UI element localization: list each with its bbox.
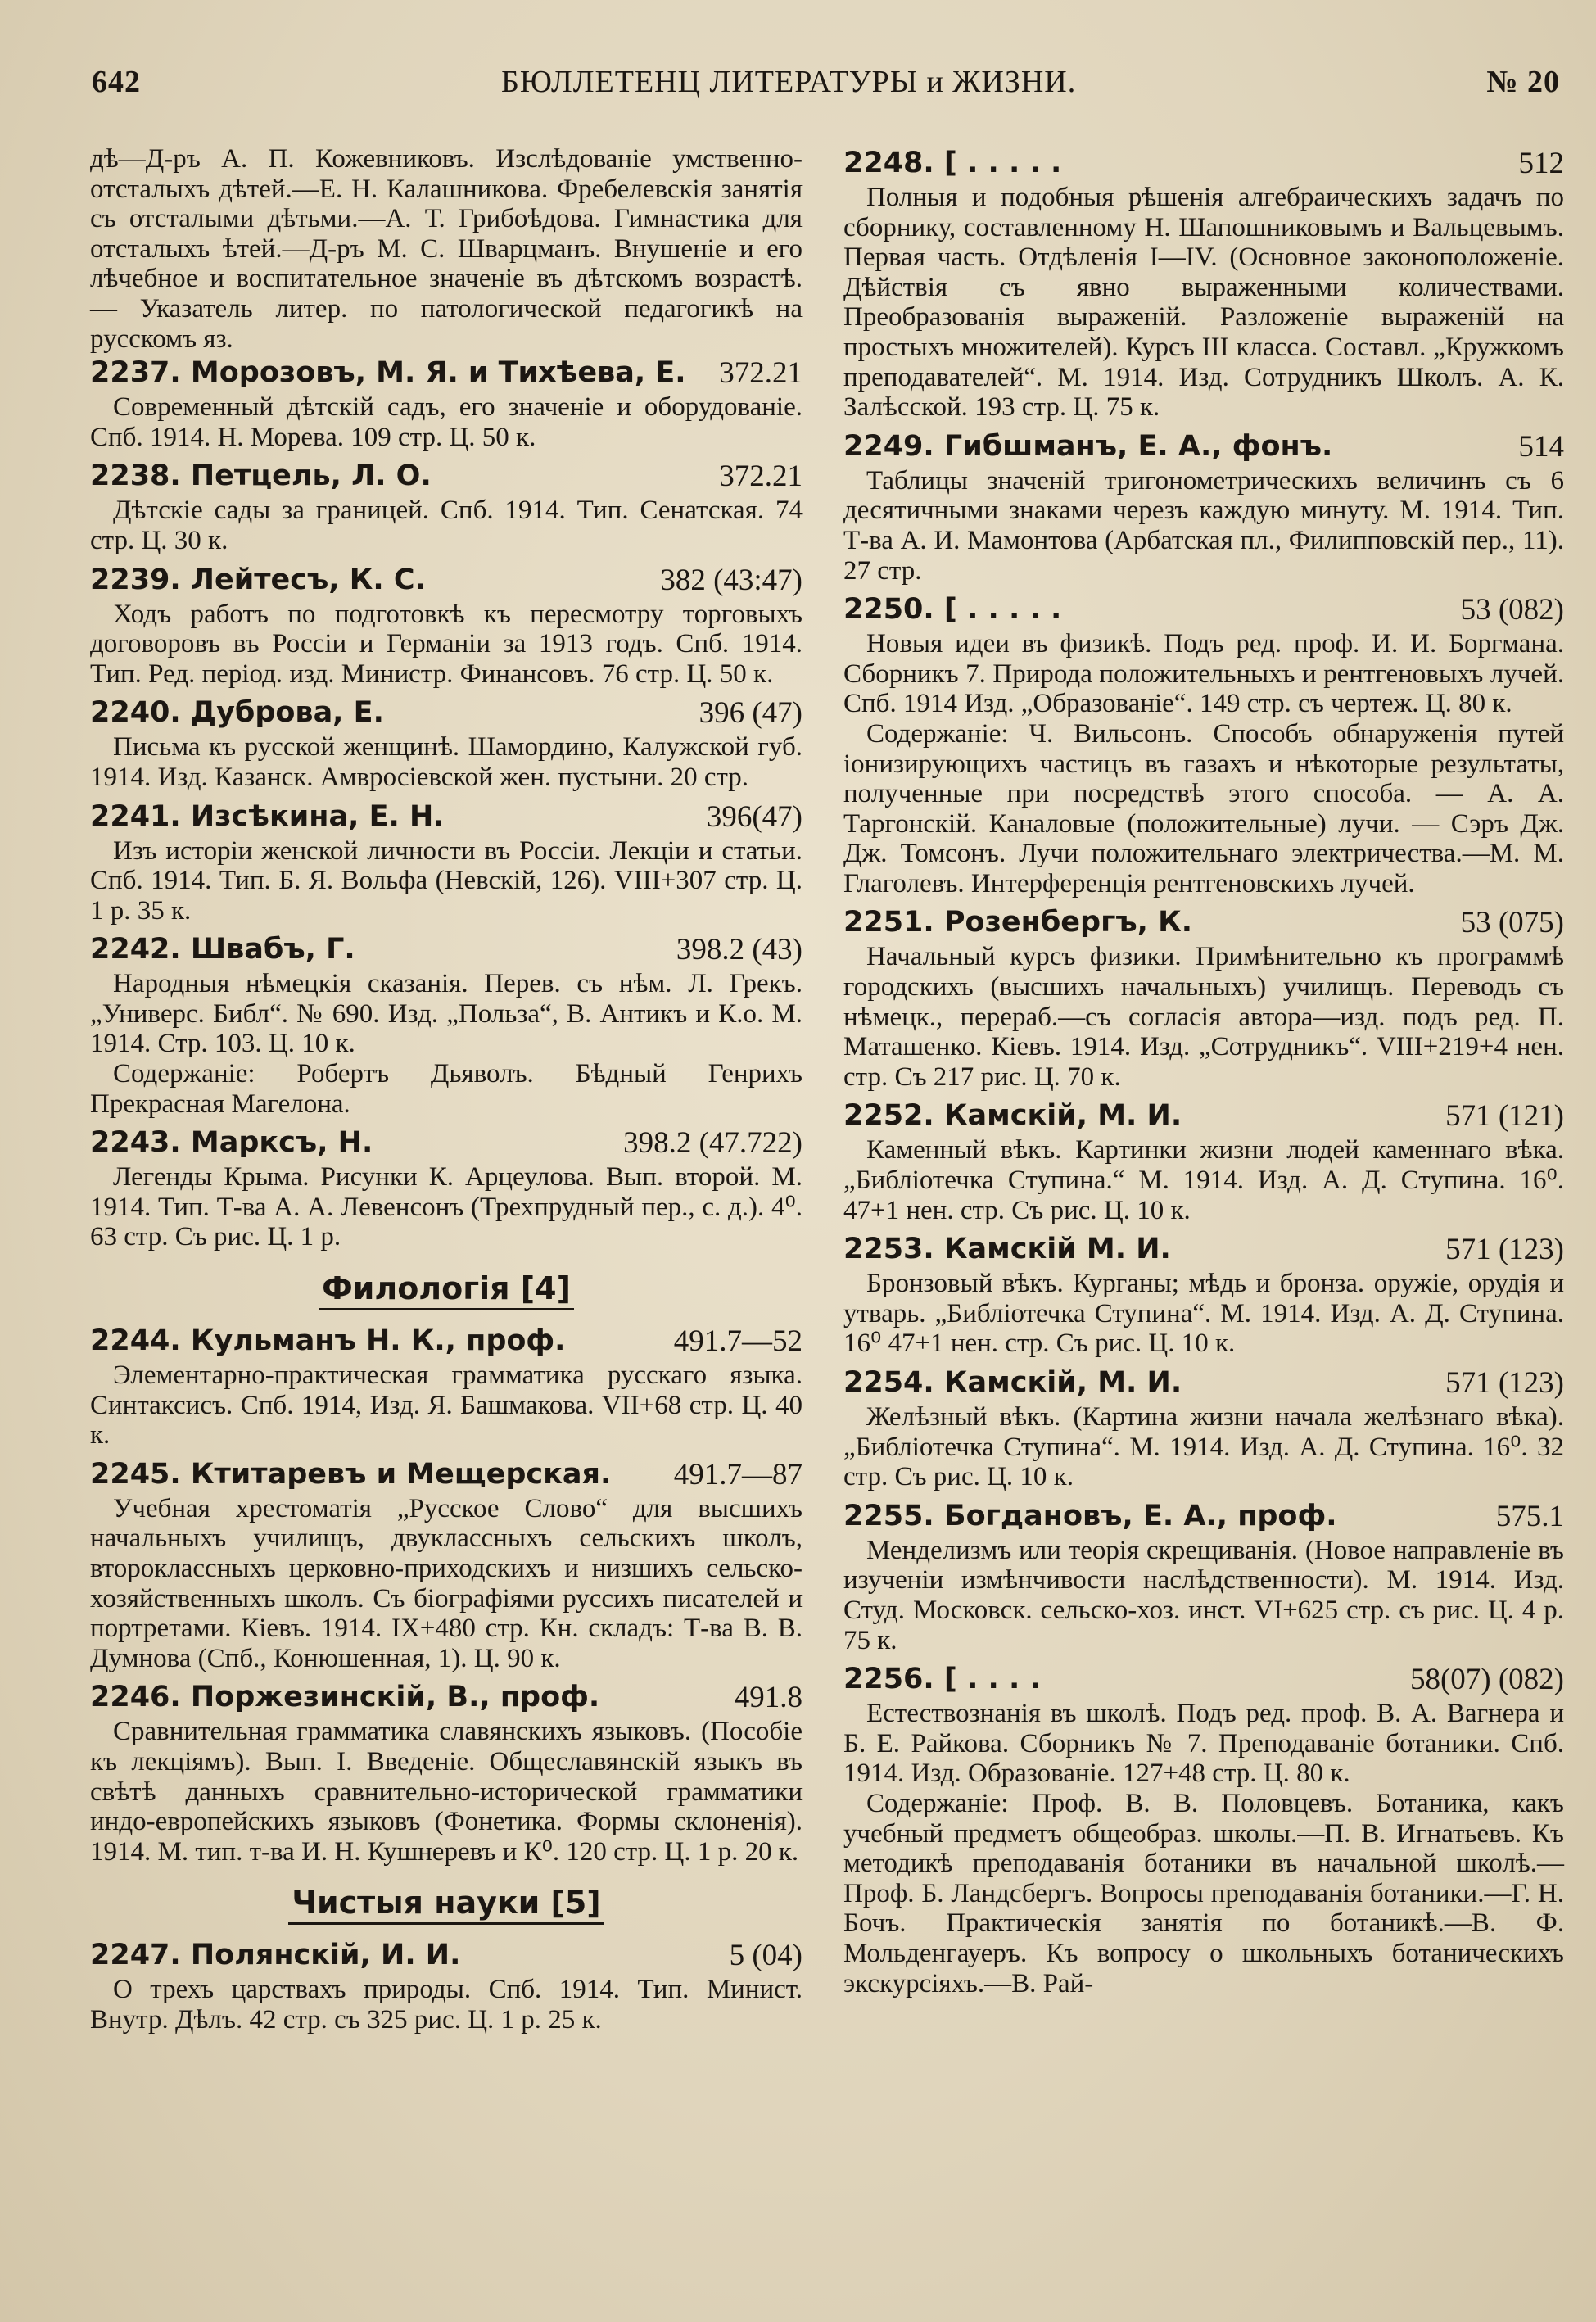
- entry-description: Менделизмъ или теорія скрещиванія. (Новое направленіе въ изученіи измѣнчивости наслѣдственности). М. 1914. Изд. Студ. Московск. сельско-хоз. инст. VI+625 стр. съ рис. Ц. 4 р. 75 к.: [843, 1535, 1564, 1655]
- entry-author: 2252. Камскій, М. И.: [843, 1099, 1182, 1133]
- classification-number: 575.1: [1495, 1499, 1564, 1533]
- entry-author: 2239. Лейтесъ, К. С.: [90, 563, 426, 596]
- entry-heading: [90, 930, 803, 969]
- journal-title: БЮЛЛЕТЕНЦ ЛИТЕРАТУРЫ и ЖИЗНИ.: [501, 65, 1077, 99]
- entry-author: 2243. Марксъ, Н.: [90, 1126, 373, 1160]
- entry-author: 2244. Кульманъ Н. К., проф.: [90, 1324, 566, 1358]
- classification-number: 398.2 (43): [676, 933, 803, 967]
- bibliography-entry: [843, 1364, 1564, 1492]
- entry-heading: [90, 798, 803, 836]
- entry-heading: [90, 457, 803, 496]
- right-column: [843, 144, 1564, 2003]
- bibliography-entry: [90, 1678, 803, 1867]
- bibliography-entry: [90, 930, 803, 1119]
- entry-heading: [843, 1497, 1564, 1536]
- bibliography-entry: [90, 1124, 803, 1252]
- page-number: 642: [92, 65, 141, 99]
- entry-author: 2248. [ . . . . .: [843, 147, 1062, 179]
- classification-number: 396(47): [706, 799, 803, 834]
- bibliography-entry: [90, 1936, 803, 2035]
- classification-number: 5 (04): [729, 1939, 803, 1973]
- classification-number: 491.7—52: [673, 1324, 803, 1359]
- entry-author: 2250. [ . . . . .: [843, 593, 1062, 627]
- classification-number: 396 (47): [699, 696, 803, 731]
- entry-heading: [90, 1455, 803, 1494]
- entry-author: 2246. Пoржезинскій, В., проф.: [90, 1681, 600, 1714]
- classification-number: 571 (123): [1445, 1366, 1564, 1400]
- entry-heading: [843, 1364, 1564, 1402]
- entry-author: 2247. Полянскій, И. И.: [90, 1939, 461, 1972]
- entry-description: Начальный курсъ физики. Примѣнительно къ программѣ городскихъ (высшихъ начальныхъ) училищъ. Переводъ съ нѣмецк., перераб.—съ согласія автора—изд. подъ ред. П. Маташенко. Кіевъ. 1914. Изд. „Сотрудникъ“. VIII+219+4 нен. стр. Съ 217 рис. Ц. 70 к.: [843, 942, 1564, 1092]
- entry-description: Элементарно-практическая грамматика русскаго языка. Синтаксисъ. Спб. 1914, Изд. Я. Башмакова. VII+68 стр. Ц. 40 к.: [90, 1360, 803, 1451]
- entry-description: Новыя идеи въ физикѣ. Подъ ред. проф. И. И. Боргмана. Сборникъ 7. Природа положительныхъ и рентгеновыхъ лучей. Спб. 1914 Изд. „Образованіе“. 149 стр. съ чертеж. Ц. 80 к.: [843, 629, 1564, 719]
- bibliography-entry: [90, 1455, 803, 1674]
- entries-a: [90, 354, 803, 1252]
- entry-author: 2237. Морозовъ, М. Я. и Тихѣева, Е.: [90, 356, 686, 390]
- classification-number: 372.21: [719, 459, 803, 494]
- entry-heading: [843, 591, 1564, 629]
- entry-heading: [90, 694, 803, 732]
- classification-number: 382 (43:47): [660, 563, 803, 597]
- entries-right: [843, 144, 1564, 1998]
- entry-description: Каменный вѣкъ. Картинки жизни людей каменнаго вѣка. „Библіотечка Ступина.“ М. 1914. Изд. А. Д. Ступина. 16⁰. 47+1 нен. стр. Съ рис. Ц. 10 к.: [843, 1135, 1564, 1225]
- entry-heading: [90, 1322, 803, 1360]
- bibliography-entry: [843, 591, 1564, 898]
- entry-heading: [90, 1936, 803, 1975]
- bibliography-entry: [90, 694, 803, 792]
- entry-author: 2253. Камскій М. И.: [843, 1233, 1171, 1266]
- bibliography-entry: [90, 561, 803, 690]
- bibliography-entry: [843, 1660, 1564, 1998]
- entry-contents: Содержаніе: Проф. В. В. Половцевъ. Ботаника, какъ учебный предметъ общеобраз. школы.—П. В. Игнатьевъ. Къ методикѣ преподаванія ботаники въ начальной школѣ.—Проф. Б. Ландсбергъ. Вопросы преподаванія ботаники.—Г. Н. Бочъ. Практическія занятія по ботаникѣ.—В. Ф. Мольденгауеръ. Къ вопросу о школьныхъ ботаническихъ экскурсіяхъ.—В. Рай-: [843, 1788, 1564, 1998]
- section-title: Чистыя науки [5]: [288, 1885, 604, 1925]
- bibliography-entry: [90, 1322, 803, 1451]
- entry-heading: [90, 354, 803, 392]
- entry-contents: Содержаніе: Робертъ Дьяволъ. Бѣдный Генрихъ Прекрасная Магелона.: [90, 1059, 803, 1119]
- classification-number: 372.21: [719, 356, 803, 391]
- entry-heading: [843, 428, 1564, 466]
- entry-author: 2241. Изсѣкина, Е. Н.: [90, 799, 445, 833]
- bibliography-entry: [843, 144, 1564, 423]
- entry-heading: [843, 1097, 1564, 1135]
- bibliography-entry: [843, 1097, 1564, 1225]
- entry-heading: [90, 561, 803, 600]
- entry-contents: Содержаніе: Ч. Вильсонъ. Способъ обнаруженія путей іонизирующихъ частицъ въ газахъ и нѣкоторые результаты, полученные при посредствѣ этого способа. — А. А. Таргонскій. Каналовые (положительные) лучи. — Сэръ Дж. Дж. Томсонъ. Лучи положительнаго электричества.—М. М. Глаголевъ. Интерференція рентгеновскихъ лучей.: [843, 718, 1564, 898]
- entry-description: Ходъ работъ по подготовкѣ къ пересмотру торговыхъ договоровъ въ Россіи и Германіи за 1913 годъ. Спб. 1914. Тип. Ред. період. изд. Министр. Финансовъ. 76 стр. Ц. 50 к.: [90, 599, 803, 689]
- classification-number: 398.2 (47.722): [623, 1126, 803, 1161]
- classification-number: 512: [1518, 147, 1564, 180]
- bibliography-entry: [90, 354, 803, 452]
- entry-description: Дѣтскіе сады за границей. Спб. 1914. Тип. Сенатская. 74 стр. Ц. 30 к.: [90, 496, 803, 555]
- entry-heading: [843, 1660, 1564, 1699]
- entry-heading: [843, 1230, 1564, 1269]
- entry-description: Учебная хрестоматія „Русское Слово“ для высшихъ начальныхъ училищъ, двуклассныхъ сельскихъ школъ, второклассныхъ церковно-приходскихъ и низшихъ сельско-хозяйственныхъ школъ. Съ біографіями руссихъ писателей и портретами. Кіевъ. 1914. IX+480 стр. Кн. складъ: Т-ва В. В. Думнова (Спб., Конюшенная, 1). Ц. 90 к.: [90, 1493, 803, 1673]
- entry-description: Народныя нѣмецкія сказанія. Перев. съ нѣм. Л. Грекъ. „Универс. Библ“. № 690. Изд. „Польза“, В. Антикъ и К.о. М. 1914. Стр. 103. Ц. 10 к.: [90, 969, 803, 1059]
- bibliography-entry: [843, 1230, 1564, 1359]
- left-column: [90, 144, 803, 2040]
- entry-heading: [90, 1124, 803, 1162]
- bibliography-entry: [843, 428, 1564, 586]
- bibliography-entry: [90, 457, 803, 555]
- section-title: Филологія [4]: [319, 1270, 574, 1310]
- entry-description: Желѣзный вѣкъ. (Картина жизни начала желѣзнаго вѣка). „Библіотечка Ступина“. М. 1914. Изд. А. Д. Ступина. 16⁰. 32 стр. Съ рис. Ц. 10 к.: [843, 1402, 1564, 1492]
- entry-author: 2256. [ . . . .: [843, 1663, 1041, 1696]
- entry-description: Бронзовый вѣкъ. Курганы; мѣдь и бронза. оружіе, орудія и утварь. „Библіотечка Ступина“. М. 1914. Изд. А. Д. Ступина. 16⁰ 47+1 нен. стр. Съ рис. Ц. 10 к.: [843, 1269, 1564, 1359]
- entries-b: [90, 1322, 803, 1867]
- entry-description: Сравнительная грамматика славянскихъ языковъ. (Пособіе къ лекціямъ). Вып. I. Введеніе. Общеславянскій языкъ въ свѣтѣ данныхъ сравнительно-исторической грамматики индо-европейскихъ языковъ (Фонетика. Формы склоненія). 1914. М. тип. т-ва И. Н. Кушнеревъ и К⁰. 120 стр. Ц. 1 р. 20 к.: [90, 1717, 803, 1867]
- classification-number: 53 (082): [1460, 593, 1564, 627]
- bibliography-entry: [90, 798, 803, 926]
- entry-author: 2245. Ктитаревъ и Мещерская.: [90, 1457, 612, 1491]
- entry-description: Полныя и подобныя рѣшенія алгебраическихъ задачъ по сборнику, составленному Н. Шапошниковымъ и Вальцевымъ. Первая часть. Отдѣленія I—IV. (Основное законоположеніе. Дѣйствія съ явно выраженными количествами. Преобразованія выраженій. Разложеніе выраженій на простыхъ множителей). Курсъ III класса. Составл. „Кружкомъ преподавателей“. М. 1914. Изд. Сотрудникъ Школъ. А. К. Залѣсской. 193 стр. Ц. 75 к.: [843, 183, 1564, 423]
- classification-number: 53 (075): [1460, 906, 1564, 940]
- section-heading-philology: [90, 1270, 803, 1310]
- entry-heading: [90, 1678, 803, 1717]
- section-heading-pure-sciences: [90, 1885, 803, 1925]
- classification-number: 514: [1518, 429, 1564, 464]
- entry-description: О трехъ царствахъ природы. Спб. 1914. Тип. Минист. Внутр. Дѣлъ. 42 стр. съ 325 рис. Ц. 1 р. 25 к.: [90, 1975, 803, 2035]
- entry-author: 2240. Дуброва, Е.: [90, 696, 384, 730]
- entry-author: 2238. Петцель, Л. О.: [90, 459, 432, 493]
- entry-heading: [843, 903, 1564, 942]
- classification-number: 491.8: [734, 1681, 803, 1715]
- entry-description: Естествознанія въ школѣ. Подъ ред. проф. В. А. Вагнера и Б. Е. Райкова. Сборникъ № 7. Преподаваніе ботаники. Спб. 1914. Изд. Образованіе. 127+48 стр. Ц. 80 к.: [843, 1699, 1564, 1789]
- classification-number: 491.7—87: [673, 1457, 803, 1491]
- entry-heading: [843, 144, 1564, 183]
- entry-author: 2251. Розенбергъ, К.: [843, 906, 1193, 939]
- classification-number: 571 (123): [1445, 1233, 1564, 1267]
- bibliography-entry: [843, 1497, 1564, 1655]
- running-head: [92, 64, 1560, 110]
- entry-description: Современный дѣтскій садъ, его значеніе и оборудованіе. Спб. 1914. Н. Морева. 109 стр. Ц. 50 к.: [90, 392, 803, 452]
- classification-number: 58(07) (082): [1409, 1663, 1564, 1697]
- entries-c: [90, 1936, 803, 2035]
- entry-description: Таблицы значеній тригонометрическихъ величинъ съ 6 десятичными знаками черезъ каждую минуту. М. 1914. Тип. Т-ва А. И. Мамонтова (Арбатская пл., Филипповскій пер., 11). 27 стр.: [843, 465, 1564, 586]
- entry-author: 2254. Камскій, М. И.: [843, 1366, 1182, 1399]
- entry-description: Изъ исторіи женской личности въ Россіи. Лекціи и статьи. Спб. 1914. Тип. Б. Я. Вольфа (Невскій, 126). VIII+307 стр. Ц. 1 р. 35 к.: [90, 835, 803, 926]
- classification-number: 571 (121): [1445, 1099, 1564, 1134]
- entry-author: 2242. Швабъ, Г.: [90, 933, 355, 966]
- intro-text: дѣ—Д-ръ А. П. Кожевниковъ. Изслѣдованіе умственно-отсталыхъ дѣтей.—Е. Н. Калашникова. Фребелевскія занятія съ отсталыми дѣтьми.—А. Т. Грибоѣдова. Гимнастика для отсталыхъ ѣтей.—Д-ръ М. С. Шварцманъ. Внушеніе и его лѣчебное и воспитательное значеніе въ дѣтскомъ возрастѣ. — Указатель литер. по патологической педагогикѣ на русскомъ яз.: [90, 144, 803, 354]
- entry-author: 2255. Богдановъ, Е. А., проф.: [843, 1499, 1337, 1532]
- entry-author: 2249. Гибшманъ, Е. А., фонъ.: [843, 429, 1333, 463]
- entry-description: Письма къ русской женщинѣ. Шамордино, Калужской губ. 1914. Изд. Казанск. Амвросіевской жен. пустыни. 20 стр.: [90, 732, 803, 792]
- entry-description: Легенды Крыма. Рисунки К. Арцеулова. Вып. второй. М. 1914. Тип. Т-ва А. А. Левенсонъ (Трехпрудный пер., с. д.). 4⁰. 63 стр. Съ рис. Ц. 1 р.: [90, 1162, 803, 1252]
- issue-number: № 20: [1486, 65, 1560, 99]
- bibliography-entry: [843, 903, 1564, 1092]
